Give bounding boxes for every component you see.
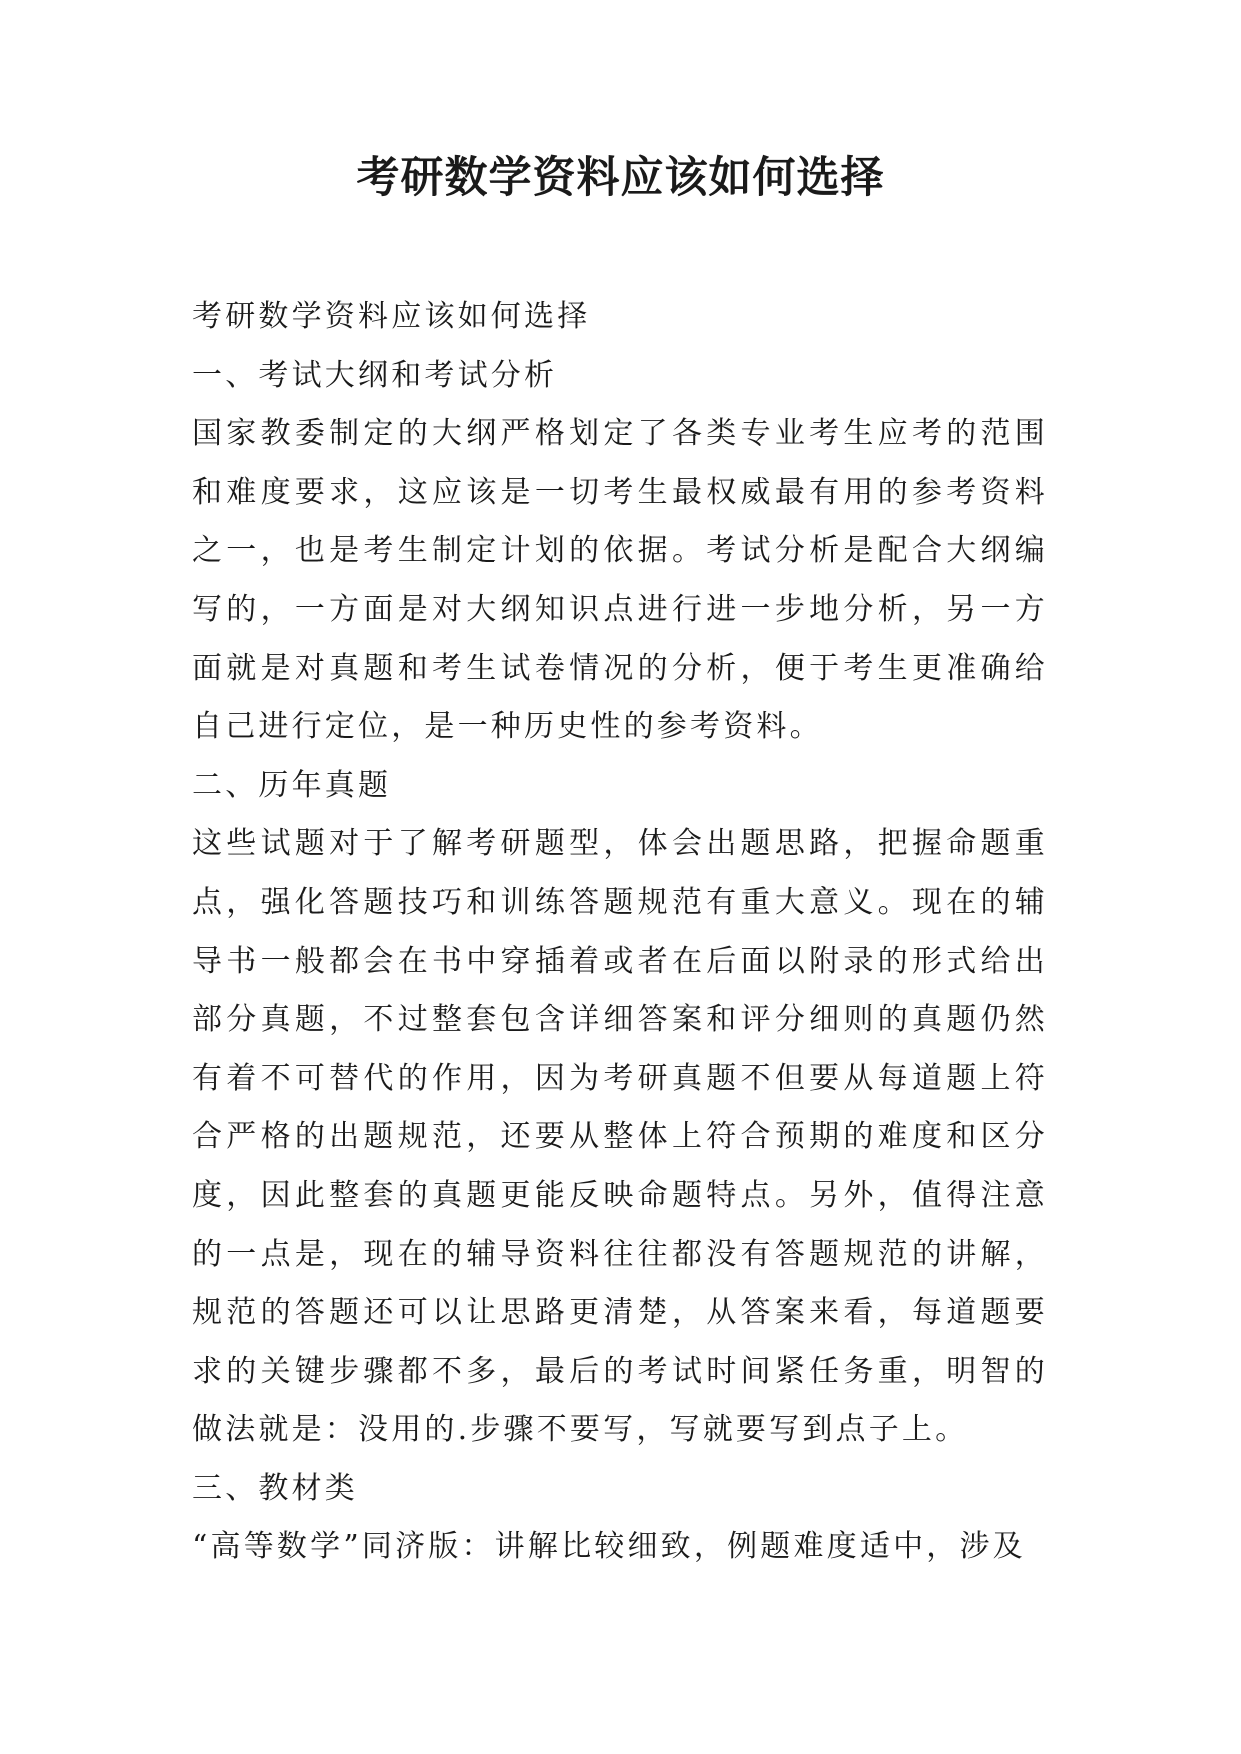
document-body [192,288,1048,1577]
document-title: 考研数学资料应该如何选择 [356,153,885,203]
body-paragraph-3: “高等数学”同济版：讲解比较细致，例题难度适中，涉及 [192,1529,1026,1565]
section-heading-2: 二、历年真题 [192,767,392,803]
body-paragraph-1: 国家教委制定的大纲严格划定了各类专业考生应考的范围和难度要求，这应该是一切考生最权威最有用的参考资料之一，也是考生制定计划的依据。考试分析是配合大纲编写的，一方面是对大纲知识点进行进一步地分析，另一方面就是对真题和考生试卷情况的分析，便于考生更准确给自己进行定位，是一种历史性的参考资料。 [192,416,1048,745]
section-heading-3: 三、教材类 [192,1470,358,1506]
section-heading-1: 一、考试大纲和考试分析 [192,357,558,393]
body-paragraph-2: 这些试题对于了解考研题型，体会出题思路，把握命题重点，强化答题技巧和训练答题规范有重大意义。现在的辅导书一般都会在书中穿插着或者在后面以附录的形式给出部分真题，不过整套包含详细答案和评分细则的真题仍然有着不可替代的作用，因为考研真题不但要从每道题上符合严格的出题规范，还要从整体上符合预期的难度和区分度，因此整套的真题更能反映命题特点。另外，值得注意的一点是，现在的辅导资料往往都没有答题规范的讲解，规范的答题还可以让思路更清楚，从答案来看，每道题要求的关键步骤都不多，最后的考试时间紧任务重，明智的做法就是：没用的.步骤不要写，写就要写到点子上。 [192,826,1048,1448]
subtitle-line: 考研数学资料应该如何选择 [192,299,591,334]
